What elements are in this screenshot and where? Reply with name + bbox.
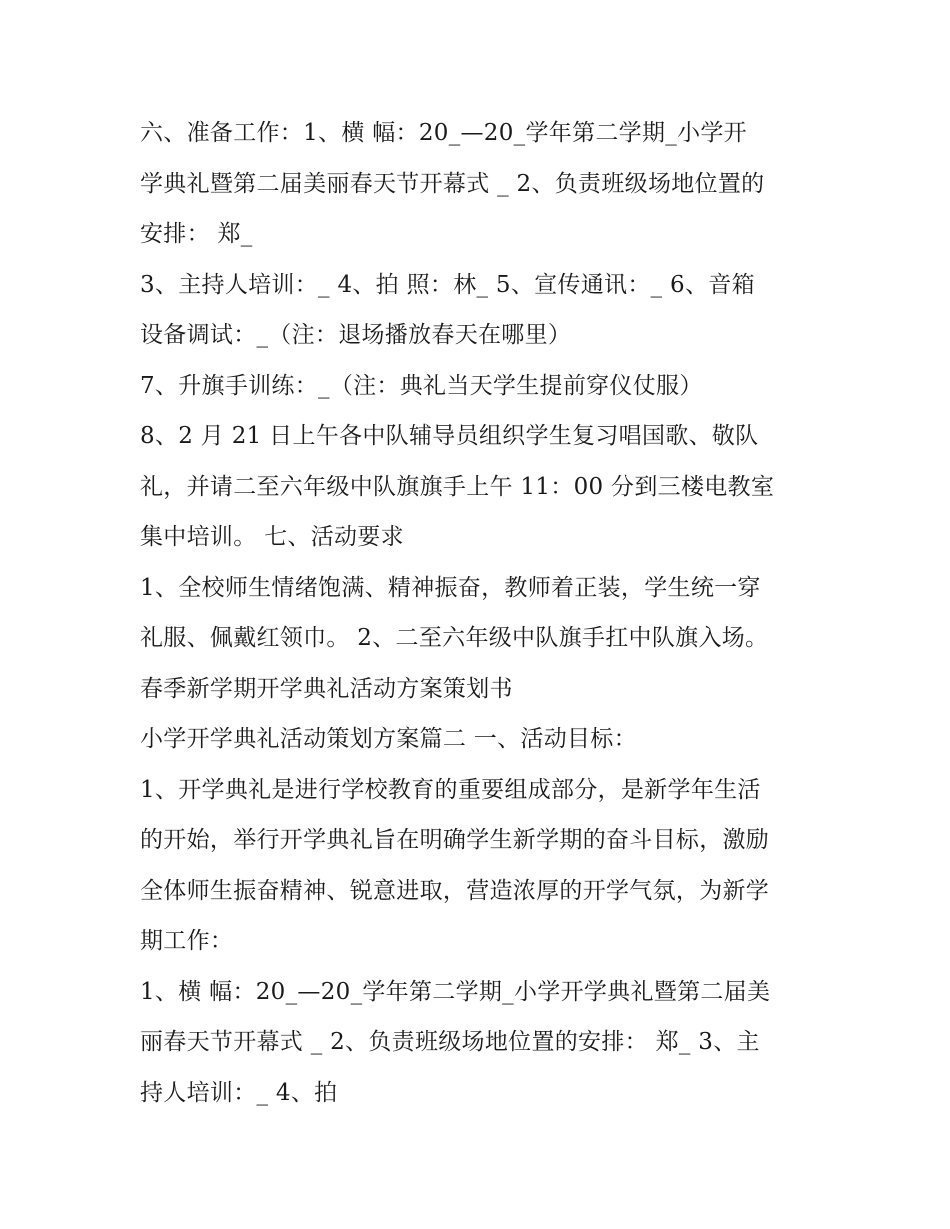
- text-line: 1、全校师生情绪饱满、精神振奋，教师着正装，学生统一穿: [140, 574, 761, 601]
- text-line: 8、2 月 21 日上午各中队辅导员组织学生复习唱国歌、敬队: [140, 423, 759, 449]
- text-line: 学典礼暨第二届美丽春天节开幕式 _ 2、负责班级场地位置的: [140, 170, 765, 197]
- text-line: 春季新学期开学典礼活动方案策划书: [140, 675, 513, 702]
- text-line: 期工作：: [140, 928, 234, 954]
- text-line: 1、开学典礼是进行学校教育的重要组成部分，是新学年生活: [140, 776, 761, 803]
- text-line: 设备调试：_（注：退场播放春天在哪里）: [140, 322, 572, 348]
- text-line: 3、主持人培训：_ 4、拍 照：林_ 5、宣传通讯：_ 6、音箱: [140, 271, 755, 298]
- text-line: 全体师生振奋精神、锐意进取，营造浓厚的开学气氛，为新学: [140, 877, 770, 904]
- text-line: 小学开学典礼活动策划方案篇二 一、活动目标：: [140, 726, 637, 752]
- text-line: 安排： 郑_: [140, 221, 253, 247]
- text-line: 礼，并请二至六年级中队旗旗手上午 11：00 分到三楼电教室: [140, 473, 775, 500]
- text-line: 礼服、佩戴红领巾。 2、二至六年级中队旗手扛中队旗入场。: [140, 625, 769, 651]
- text-line: 集中培训。 七、活动要求: [140, 524, 404, 550]
- text-line: 六、准备工作：1、横 幅：20_—20_学年第二学期_小学开: [140, 120, 747, 146]
- text-line: 1、横 幅：20_—20_学年第二学期_小学开学典礼暨第二届美: [140, 978, 771, 1005]
- text-line: 持人培训：_ 4、拍: [140, 1079, 338, 1106]
- text-line: 7、升旗手训练：_（注：典礼当天学生提前穿仪仗服）: [140, 372, 703, 399]
- text-line: 丽春天节开幕式 _ 2、负责班级场地位置的安排： 郑_ 3、主: [140, 1029, 760, 1055]
- document-body: [140, 108, 830, 1118]
- text-line: 的开始，举行开学典礼旨在明确学生新学期的奋斗目标，激励: [140, 827, 770, 853]
